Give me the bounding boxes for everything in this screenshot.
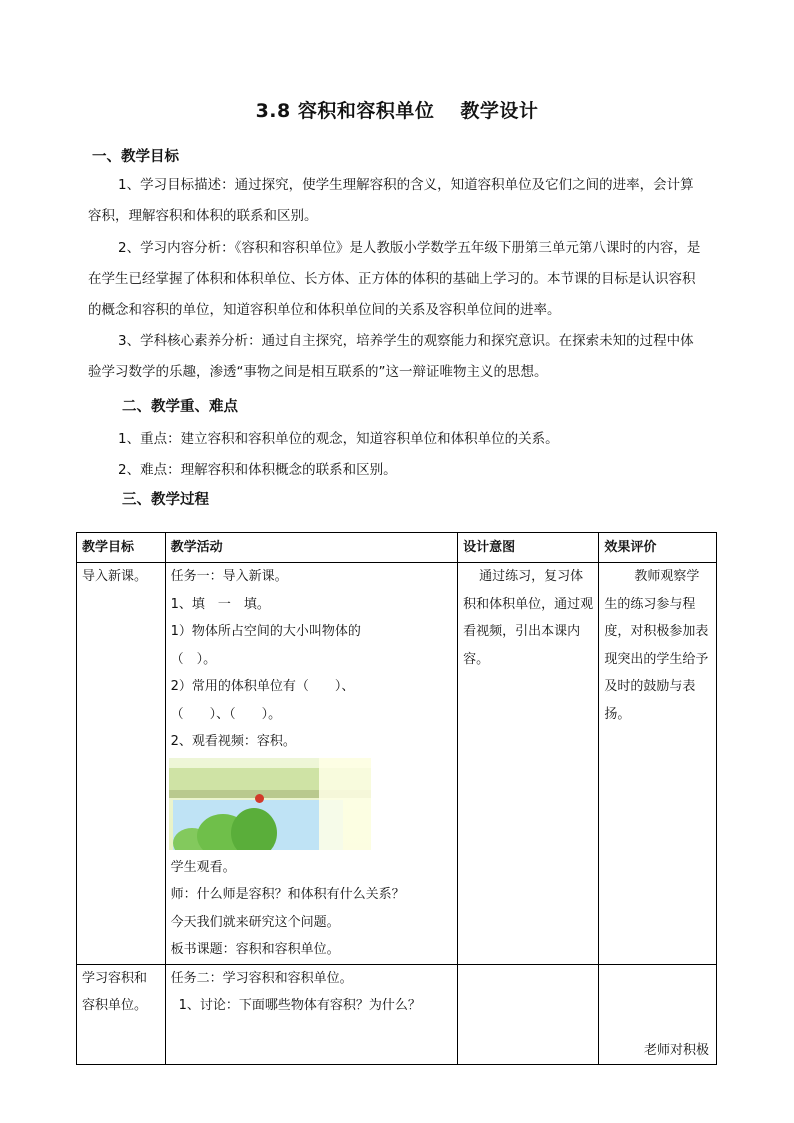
row1-intent bbox=[458, 563, 599, 965]
table-row bbox=[77, 964, 717, 1064]
title-suffix: 教学设计 bbox=[460, 100, 539, 122]
question1-line1: 1）物体所占空间的大小叫物体的 bbox=[170, 624, 361, 639]
video-thumbnail[interactable] bbox=[169, 758, 371, 850]
question2-line2: （ ）、（ ）。 bbox=[170, 706, 282, 722]
row2-evaluation-text: 老师对积极 bbox=[643, 1042, 709, 1058]
task-one: 任务一：导入新课。 bbox=[170, 569, 288, 584]
section-heading-process: 三、教学过程 bbox=[122, 492, 209, 508]
question2-line1: 2）常用的体积单位有（ ）、 bbox=[170, 679, 355, 694]
header-activity: 教学活动 bbox=[165, 533, 457, 563]
video-snail bbox=[255, 794, 264, 803]
watch-video-line: 2、观看视频：容积。 bbox=[170, 734, 296, 749]
header-goal: 教学目标 bbox=[77, 533, 166, 563]
difficult-point-line: 2、难点：理解容积和体积概念的联系和区别。 bbox=[118, 462, 397, 478]
row2-evaluation bbox=[599, 964, 717, 1064]
row1-activity bbox=[165, 563, 457, 965]
video-light bbox=[319, 758, 371, 850]
header-intent: 设计意图 bbox=[458, 533, 599, 563]
table-header-row bbox=[77, 533, 717, 563]
video-bush bbox=[231, 808, 277, 850]
intent-text: 通过练习，复习体积和体积单位，通过观看视频，引出本课内容。 bbox=[463, 569, 594, 667]
fill-in-heading: 1、填 一 填。 bbox=[170, 596, 270, 612]
row2-goal: 学习容积和容积单位。 bbox=[77, 964, 166, 1064]
title-main: 容积和容积单位 bbox=[297, 100, 435, 122]
table-row bbox=[77, 563, 717, 965]
discussion-line: 1、讨论：下面哪些物体有容积？为什么？ bbox=[178, 998, 421, 1013]
section-heading-goals: 一、教学目标 bbox=[92, 149, 179, 165]
row1-evaluation bbox=[599, 563, 717, 965]
today-line: 今天我们就来研究这个问题。 bbox=[170, 914, 340, 930]
teaching-process-table bbox=[76, 532, 717, 1065]
teacher-question-line: 师：什么师是容积？和体积有什么关系？ bbox=[170, 887, 405, 902]
paragraph-content-analysis: 2、学习内容分析：《容积和容积单位》是人教版小学数学五年级下册第三单元第八课时的内容，是在学生已经掌握了体积和体积单位、长方体、正方体的体积的基础上学习的。本节课的目标是认识容积的概念和容积的单位，知道容积单位和体积单位间的关系及容积单位间的进率。 bbox=[88, 240, 701, 318]
title-code: 3.8 bbox=[255, 100, 291, 122]
page-title bbox=[0, 96, 794, 123]
students-watch-line: 学生观看。 bbox=[170, 859, 236, 875]
row2-intent bbox=[458, 964, 599, 1064]
row2-activity bbox=[165, 964, 457, 1064]
row1-goal: 导入新课。 bbox=[77, 563, 166, 965]
key-point-line: 1、重点：建立容积和容积单位的观念，知道容积单位和体积单位的关系。 bbox=[118, 431, 559, 447]
header-evaluation: 效果评价 bbox=[599, 533, 717, 563]
question1-line2: （ ）。 bbox=[170, 651, 217, 667]
paragraph-goal-description: 1、学习目标描述：通过探究，使学生理解容积的含义，知道容积单位及它们之间的进率，会计算容积，理解容积和体积的联系和区别。 bbox=[88, 177, 694, 224]
evaluation-text: 教师观察学生的练习参与程度，对积极参加表现突出的学生给予及时的鼓励与表扬。 bbox=[604, 569, 709, 722]
section-heading-key-points: 二、教学重、难点 bbox=[122, 399, 238, 415]
task-two: 任务二：学习容积和容积单位。 bbox=[170, 970, 353, 986]
paragraph-core-literacy: 3、学科核心素养分析：通过自主探究，培养学生的观察能力和探究意识。在探索未知的过程中体验学习数学的乐趣，渗透“事物之间是相互联系的”这一辩证唯物主义的思想。 bbox=[88, 333, 694, 380]
board-title-line: 板书课题：容积和容积单位。 bbox=[170, 942, 340, 957]
